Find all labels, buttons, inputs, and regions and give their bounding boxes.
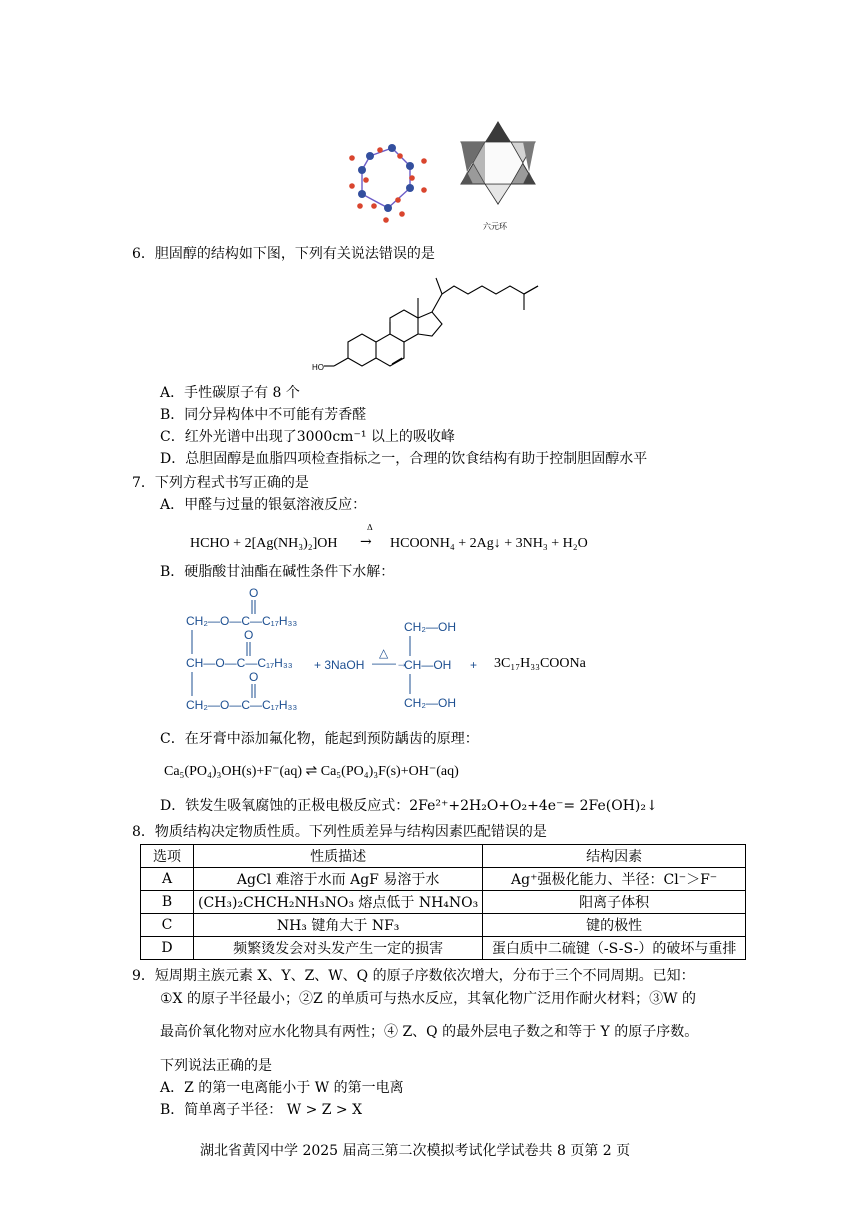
page-footer: 湖北省黄冈中学 2025 届高三第二次模拟考试化学试卷共 8 页第 2 页: [200, 1143, 631, 1159]
q9-option-b: B．简单离子半径： W > Z > X: [160, 1102, 363, 1118]
q7-option-d: D．铁发生吸氧腐蚀的正极电极反应式：2Fe²⁺+2H₂O+O₂+4e⁻= 2Fe(OH)₂↓: [160, 798, 658, 814]
cell: C: [141, 914, 194, 937]
q9-option-a: A．Z 的第一电离能小于 W 的第一电离: [160, 1080, 404, 1096]
ester-top: CH₂—O—C—C₁₇H₃₃: [186, 614, 298, 628]
saponification-scheme: [186, 586, 606, 716]
plus: +: [470, 658, 478, 672]
cell: 蛋白质中二硫键（-S-S-）的破坏与重排: [483, 937, 746, 960]
q7-eq-a-arrow: →: [360, 534, 372, 550]
ester-bottom: CH₂—O—C—C₁₇H₃₃: [186, 698, 298, 712]
q7-option-c: C．在牙膏中添加氟化物，能起到预防龋齿的原理：: [160, 731, 479, 747]
header-property: 性质描述: [194, 845, 483, 868]
ho-label: HO: [312, 363, 324, 372]
star-hexagon-figure: [453, 120, 543, 206]
q9-line4: 下列说法正确的是: [160, 1058, 272, 1074]
o-3: O: [249, 670, 259, 684]
cell: 阳离子体积: [483, 891, 746, 914]
cell: 键的极性: [483, 914, 746, 937]
o-1: O: [249, 586, 259, 600]
naoh: + 3NaOH: [314, 658, 365, 672]
header-option: 选项: [141, 845, 194, 868]
q8-stem: 8．物质结构决定物质性质。下列性质差异与结构因素匹配错误的是: [132, 824, 547, 840]
glycerol-top: CH₂—OH: [404, 620, 456, 634]
ester-bonds: [186, 586, 286, 716]
q6-option-a: A．手性碳原子有 8 个: [160, 385, 300, 401]
reaction-arrow: ——→: [372, 656, 408, 670]
cell: B: [141, 891, 194, 914]
q7-eq-a-cond: Δ: [367, 523, 373, 532]
heat-cond: △: [379, 646, 389, 660]
cell: Ag⁺强极化能力、半径：Cl⁻＞F⁻: [483, 868, 746, 891]
table-row: [141, 937, 746, 960]
cell: AgCl 难溶于水而 AgF 易溶于水: [194, 868, 483, 891]
q6-option-b: B．同分异构体中不可能有芳香醛: [160, 407, 367, 423]
q7-stem: 7．下列方程式书写正确的是: [132, 475, 309, 491]
cell: (CH₃)₂CHCH₂NH₃NO₃ 熔点低于 NH₄NO₃: [194, 891, 483, 914]
cell: A: [141, 868, 194, 891]
q6-stem: 6．胆固醇的结构如下图，下列有关说法错误的是: [132, 246, 435, 262]
glycerol-bonds: [404, 586, 424, 716]
q7-eq-a-left: HCHO + 2[Ag(NH₃)₂]OH: [190, 536, 338, 551]
q9-line2: ①X 的原子半径最小；②Z 的单质可与热水反应，其氧化物广泛用作耐火材料；③W 的: [160, 991, 696, 1007]
q9-line1: 9．短周期主族元素 X、Y、Z、W、Q 的原子序数依次增大，分布于三个不同周期。已知：: [132, 968, 695, 984]
cell: 频繁烫发会对头发产生一定的损害: [194, 937, 483, 960]
figure-caption: 六元环: [483, 222, 507, 231]
table-row: [141, 868, 746, 891]
cell: NH₃ 键角大于 NF₃: [194, 914, 483, 937]
q8-table: [140, 844, 746, 960]
glycerol-mid: CH—OH: [404, 658, 452, 672]
table-row: [141, 891, 746, 914]
ester-mid: CH—O—C—C₁₇H₃₃: [186, 656, 293, 670]
q6-option-c: C．红外光谱中出现了3000cm⁻¹ 以上的吸收峰: [160, 429, 455, 445]
hexagonal-ring-figure: [340, 128, 440, 228]
table-row: [141, 914, 746, 937]
soap-product: 3C₁₇H₃₃COONa: [494, 656, 586, 671]
q7-option-b: B．硬脂酸甘油酯在碱性条件下水解：: [160, 564, 395, 580]
q7-eq-a-right: HCOONH₄ + 2Ag↓ + 3NH₃ + H₂O: [390, 536, 588, 551]
q7-eq-c: Ca₅(PO₄)₃OH(s)+F⁻(aq) ⇌ Ca₅(PO₄)₃F(s)+OH⁻(aq): [164, 764, 459, 779]
header-structure: 结构因素: [483, 845, 746, 868]
table-header-row: [141, 845, 746, 868]
q6-option-d: D．总胆固醇是血脂四项检查指标之一，合理的饮食结构有助于控制胆固醇水平: [160, 451, 648, 467]
cholesterol-structure: [312, 264, 562, 378]
o-2: O: [244, 628, 254, 642]
cell: D: [141, 937, 194, 960]
glycerol-bottom: CH₂—OH: [404, 696, 456, 710]
q7-option-a: A．甲醛与过量的银氨溶液反应：: [160, 497, 367, 513]
q9-line3: 最高价氧化物对应水化物具有两性；④ Z、Q 的最外层电子数之和等于 Y 的原子序数。: [160, 1024, 699, 1040]
